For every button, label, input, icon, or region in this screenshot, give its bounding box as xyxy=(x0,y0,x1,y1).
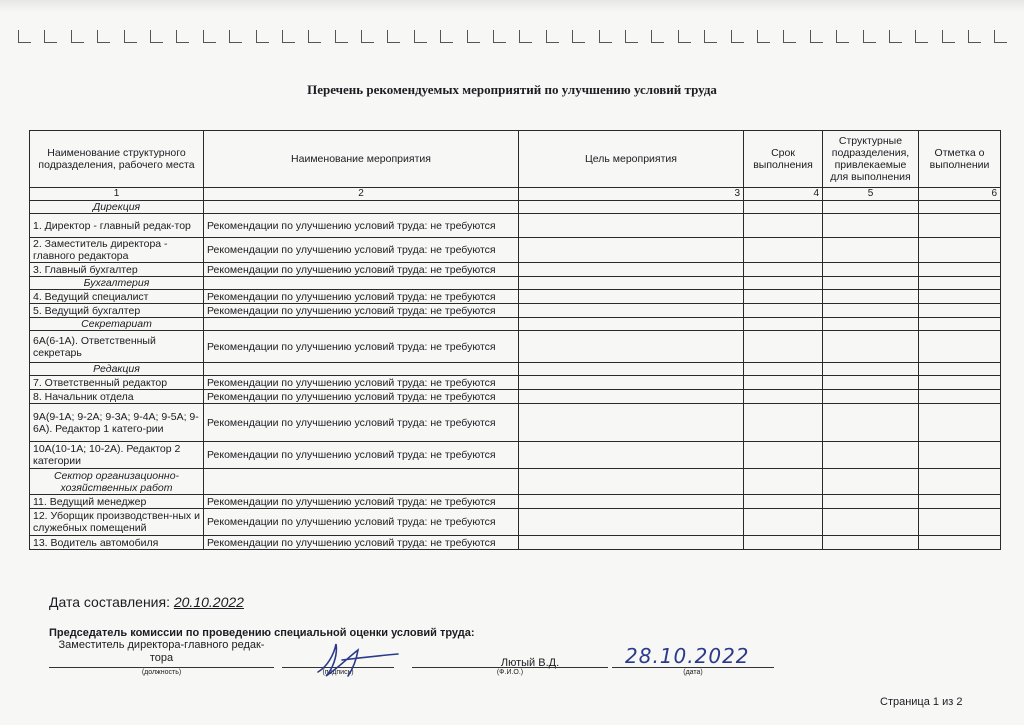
table-row xyxy=(30,214,1001,238)
table-header-row xyxy=(30,131,1001,188)
date-caption: (дата) xyxy=(683,669,703,676)
row-measure: Рекомендации по улучшению условий труда: не требуются xyxy=(204,331,519,363)
row-place: 8. Начальник отдела xyxy=(30,390,204,404)
section-title: Секретариат xyxy=(30,318,204,331)
header-units: Структурные подразделения, привлекаемые для выполнения xyxy=(823,131,919,188)
table-row xyxy=(30,536,1001,550)
row-measure: Рекомендации по улучшению условий труда: не требуются xyxy=(204,290,519,304)
row-place: 9А(9-1А; 9-2А; 9-3А; 9-4А; 9-5А; 9-6А). Редактор 1 катего-рии xyxy=(30,404,204,442)
table-row xyxy=(30,404,1001,442)
compile-date xyxy=(49,594,244,610)
table-row xyxy=(30,331,1001,363)
table-row xyxy=(30,263,1001,277)
table-row xyxy=(30,390,1001,404)
col-number: 3 xyxy=(519,188,744,201)
handwritten-signature xyxy=(298,636,408,686)
signature-caption: (подпись) xyxy=(322,669,354,676)
position-line xyxy=(49,667,274,668)
row-place: 12. Уборщик производствен-ных и служебных помещений xyxy=(30,509,204,536)
chair-position: Заместитель директора-главного редак-тора xyxy=(58,639,265,664)
row-measure: Рекомендации по улучшению условий труда: не требуются xyxy=(204,495,519,509)
row-measure: Рекомендации по улучшению условий труда: не требуются xyxy=(204,509,519,536)
table-row xyxy=(30,495,1001,509)
section-title: Сектор организационно-хозяйственных работ xyxy=(30,469,204,495)
row-place: 10А(10-1А; 10-2А). Редактор 2 категории xyxy=(30,442,204,469)
row-measure: Рекомендации по улучшению условий труда: не требуются xyxy=(204,536,519,550)
row-measure: Рекомендации по улучшению условий труда: не требуются xyxy=(204,263,519,277)
header-mark: Отметка о выполнении xyxy=(919,131,1001,188)
fio-caption: (Ф.И.О.) xyxy=(496,669,524,676)
col-number: 2 xyxy=(204,188,519,201)
fio-line xyxy=(412,667,608,668)
row-place: 3. Главный бухгалтер xyxy=(30,263,204,277)
table-row xyxy=(30,509,1001,536)
row-place: 5. Ведущий бухгалтер xyxy=(30,304,204,318)
document-title: Перечень рекомендуемых мероприятий по улучшению условий труда xyxy=(307,82,717,97)
table-row xyxy=(30,290,1001,304)
section-title: Бухгалтерия xyxy=(30,277,204,290)
col-number: 5 xyxy=(823,188,919,201)
header-goal: Цель мероприятия xyxy=(519,131,744,188)
header-measure: Наименование мероприятия xyxy=(204,131,519,188)
handwritten-date: 28.10.2022 xyxy=(625,644,750,668)
row-place: 7. Ответственный редактор xyxy=(30,376,204,390)
row-place: 1. Директор - главный редак-тор xyxy=(30,214,204,238)
section-row xyxy=(30,469,1001,495)
row-place: 11. Ведущий менеджер xyxy=(30,495,204,509)
page-number: Страница 1 из 2 xyxy=(880,696,963,708)
column-numbers-row xyxy=(30,188,1001,201)
commission-chair-label: Председатель комиссии по проведению специальной оценки условий труда: xyxy=(49,627,475,639)
section-row xyxy=(30,277,1001,290)
date-line xyxy=(612,667,774,668)
table-row xyxy=(30,304,1001,318)
chair-fio: Лютый В.Д. xyxy=(500,657,560,669)
row-measure: Рекомендации по улучшению условий труда: не требуются xyxy=(204,214,519,238)
col-number: 4 xyxy=(744,188,823,201)
row-measure: Рекомендации по улучшению условий труда: не требуются xyxy=(204,376,519,390)
row-place: 2. Заместитель директора - главного редактора xyxy=(30,238,204,263)
table-row xyxy=(30,376,1001,390)
compile-date-label: Дата составления: xyxy=(49,594,170,610)
table-row xyxy=(30,238,1001,263)
row-measure: Рекомендации по улучшению условий труда: не требуются xyxy=(204,390,519,404)
header-deadline: Срок выполнения xyxy=(744,131,823,188)
row-place: 6А(6-1А). Ответственный секретарь xyxy=(30,331,204,363)
compile-date-value: 20.10.2022 xyxy=(173,594,244,610)
position-caption: (должность) xyxy=(141,669,182,676)
row-place: 4. Ведущий специалист xyxy=(30,290,204,304)
section-row xyxy=(30,363,1001,376)
binding-marks xyxy=(18,30,1008,44)
header-place: Наименование структурного подразделения, рабочего места xyxy=(30,131,204,188)
row-measure: Рекомендации по улучшению условий труда: не требуются xyxy=(204,304,519,318)
row-measure: Рекомендации по улучшению условий труда: не требуются xyxy=(204,238,519,263)
row-measure: Рекомендации по улучшению условий труда: не требуются xyxy=(204,404,519,442)
col-number: 1 xyxy=(30,188,204,201)
section-title: Дирекция xyxy=(30,201,204,214)
col-number: 6 xyxy=(919,188,1001,201)
section-title: Редакция xyxy=(30,363,204,376)
row-place: 13. Водитель автомобиля xyxy=(30,536,204,550)
row-measure: Рекомендации по улучшению условий труда: не требуются xyxy=(204,442,519,469)
table-row xyxy=(30,442,1001,469)
section-row xyxy=(30,201,1001,214)
section-row xyxy=(30,318,1001,331)
scan-edge xyxy=(0,0,1024,12)
measures-table xyxy=(29,130,1001,550)
